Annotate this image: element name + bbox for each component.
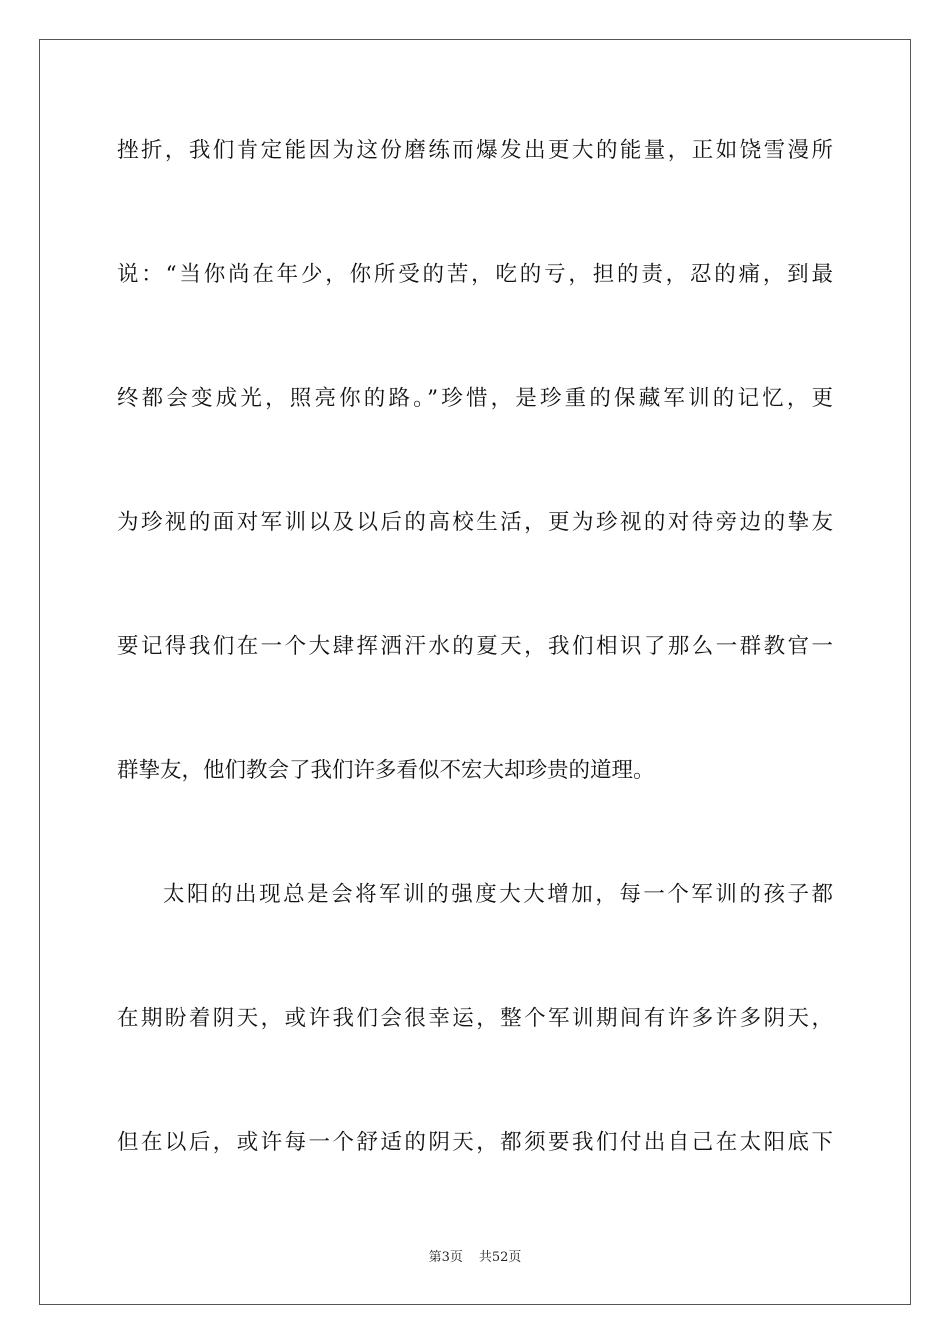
paragraph-line-9: 但在以后，或许每一个舒适的阴天，都须要我们付出自己在太阳底下	[117, 1130, 833, 1155]
paragraph-line-7: 太阳的出现总是会将军训的强度大大增加，每一个军训的孩子都	[163, 882, 833, 907]
paragraph-line-3: 终都会变成光，照亮你的路。”珍惜，是珍重的保藏军训的记忆，更	[117, 386, 833, 411]
paragraph-line-1: 挫折，我们肯定能因为这份磨练而爆发出更大的能量，正如饶雪漫所	[117, 138, 833, 163]
page-border	[39, 39, 911, 1305]
page-number: 第3页	[428, 1250, 463, 1265]
paragraph-line-4: 为珍视的面对军训以及以后的高校生活，更为珍视的对待旁边的挚友	[117, 510, 833, 535]
page-footer	[0, 1246, 950, 1270]
paragraph-line-6: 群挚友，他们教会了我们许多看似不宏大却珍贵的道理。	[117, 758, 655, 783]
paragraph-line-5: 要记得我们在一个大肆挥洒汗水的夏天，我们相识了那么一群教官一	[117, 634, 833, 659]
total-pages: 共52页	[478, 1250, 522, 1265]
paragraph-line-8: 在期盼着阴天，或许我们会很幸运，整个军训期间有许多许多阴天，	[117, 1006, 833, 1031]
paragraph-line-2: 说：“当你尚在年少，你所受的苦，吃的亏，担的责，忍的痛，到最	[117, 262, 833, 287]
